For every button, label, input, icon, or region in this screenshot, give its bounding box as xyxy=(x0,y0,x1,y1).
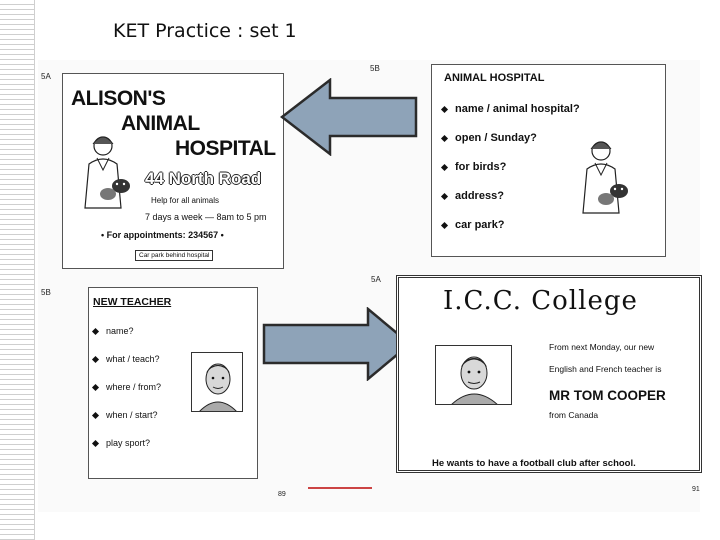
tag-5b-right: 5B xyxy=(370,64,380,73)
college-text-line-2: English and French teacher is xyxy=(549,364,662,374)
bullet-icon xyxy=(441,105,448,112)
hospital-advert xyxy=(62,73,284,269)
hospital-appointments: • For appointments: 234567 • xyxy=(101,230,224,240)
hospital-questions-heading: ANIMAL HOSPITAL xyxy=(444,72,545,84)
bullet-icon xyxy=(441,221,448,228)
ad-line-2: ANIMAL xyxy=(121,112,200,135)
right-arrow-icon xyxy=(262,307,412,381)
list-item: open / Sunday? xyxy=(442,132,580,144)
hospital-address: 44 North Road xyxy=(145,169,262,188)
bullet-icon xyxy=(441,134,448,141)
tag-5a-right: 5A xyxy=(371,275,381,284)
teacher-photo xyxy=(435,345,512,405)
college-advert xyxy=(396,275,702,473)
hospital-questions-card xyxy=(431,64,666,257)
vet-woman-illustration-small xyxy=(578,135,634,215)
teacher-photo-small xyxy=(191,352,243,412)
bullet-icon xyxy=(441,163,448,170)
list-item: when / start? xyxy=(93,410,161,420)
list-item: address? xyxy=(442,190,580,202)
ad-line-1: ALISON'S xyxy=(71,87,166,110)
college-title: I.C.C. College xyxy=(443,286,638,316)
hospital-tagline: Help for all animals xyxy=(151,196,220,205)
bullet-icon xyxy=(92,327,99,334)
list-item: what / teach? xyxy=(93,354,161,364)
slide-title: KET Practice : set 1 xyxy=(113,20,297,42)
page-divider xyxy=(308,487,372,489)
list-item: play sport? xyxy=(93,438,161,448)
vet-woman-illustration xyxy=(81,130,135,210)
hospital-opening-hours: 7 days a week — 8am to 5 pm xyxy=(145,212,267,222)
hospital-questions-list xyxy=(442,103,580,248)
list-item: for birds? xyxy=(442,161,580,173)
college-text-line-3: from Canada xyxy=(549,410,599,420)
left-decorative-border xyxy=(0,0,35,540)
page-number-right: 91 xyxy=(692,486,700,493)
college-text-line-1: From next Monday, our new xyxy=(549,342,655,352)
college-teacher-name: MR TOM COOPER xyxy=(549,388,666,403)
bullet-icon xyxy=(92,439,99,446)
list-item: car park? xyxy=(442,219,580,231)
man-portrait-icon xyxy=(192,353,243,412)
left-arrow-icon xyxy=(280,78,418,156)
teacher-questions-heading: NEW TEACHER xyxy=(93,296,172,308)
college-footer: He wants to have a football club after school. xyxy=(432,458,636,469)
teacher-questions-card xyxy=(88,287,258,479)
man-portrait-icon xyxy=(436,346,512,405)
list-item: name / animal hospital? xyxy=(442,103,580,115)
hospital-car-park: Car park behind hospital xyxy=(135,250,213,261)
list-item: name? xyxy=(93,326,161,336)
bullet-icon xyxy=(92,355,99,362)
teacher-questions-list xyxy=(93,326,161,466)
page-number-left: 89 xyxy=(278,491,286,498)
tag-5a-left: 5A xyxy=(41,72,51,81)
list-item: where / from? xyxy=(93,382,161,392)
bullet-icon xyxy=(441,192,448,199)
tag-5b-left: 5B xyxy=(41,288,51,297)
ad-line-3: HOSPITAL xyxy=(175,137,276,160)
bullet-icon xyxy=(92,383,99,390)
bullet-icon xyxy=(92,411,99,418)
